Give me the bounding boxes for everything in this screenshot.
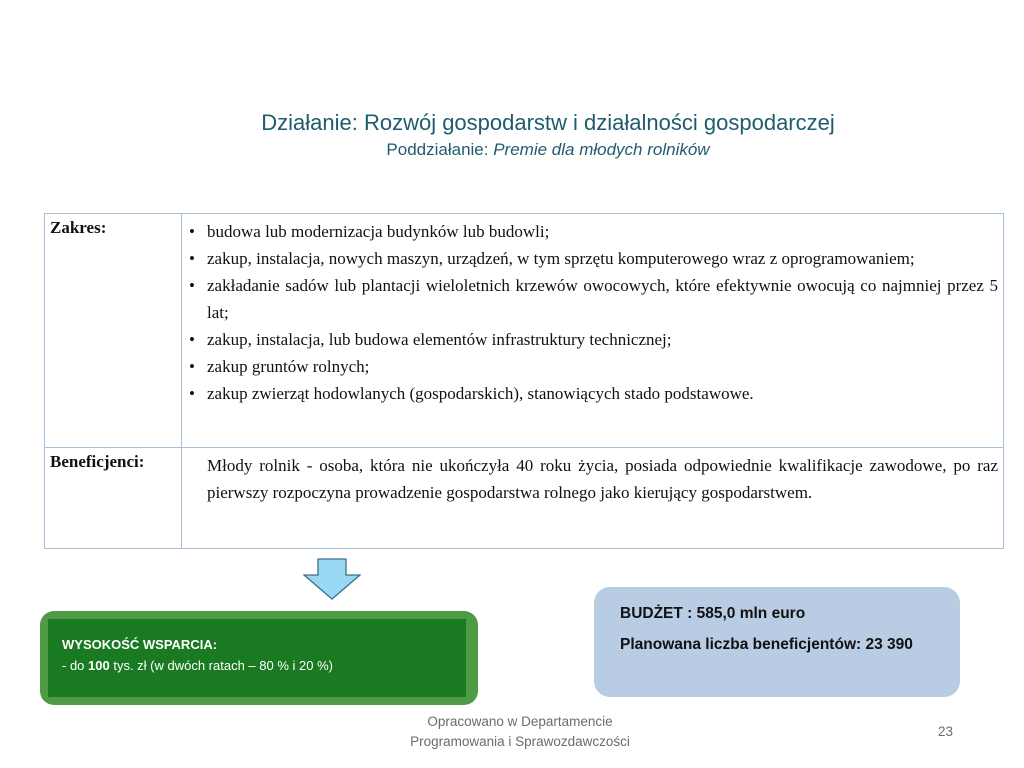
support-text: [62, 658, 466, 673]
info-table: [44, 213, 1004, 549]
table-row-scope: [45, 214, 1004, 448]
scope-cell: [182, 214, 1004, 448]
scope-label: Zakres:: [45, 214, 182, 448]
support-text-suffix: tys. zł (w dwóch ratach – 80 % i 20 %): [109, 658, 333, 673]
scope-item: • zakup gruntów rolnych;: [187, 353, 998, 380]
budget-box: [594, 587, 960, 697]
scope-item: • zakup, instalacja, nowych maszyn, urządzeń, w tym sprzętu komputerowego wraz z oprogramowaniem;: [187, 245, 998, 272]
support-text-prefix: - do: [62, 658, 89, 673]
scope-item: • zakup zwierząt hodowlanych (gospodarskich), stanowiących stado podstawowe.: [187, 380, 998, 407]
page-number: 23: [938, 724, 954, 739]
beneficiaries-label: Beneficjenci:: [45, 448, 182, 549]
footer-line-1: Opracowano w Departamencie: [427, 714, 613, 729]
support-amount: 100: [88, 658, 110, 673]
subtitle-prefix: Poddziałanie:: [386, 140, 494, 159]
beneficiaries-cell: [182, 448, 1004, 549]
support-title: WYSOKOŚĆ WSPARCIA:: [62, 637, 218, 652]
footer-line-2: Programowania i Sprawozdawczości: [410, 734, 630, 749]
subtitle-italic: Premie dla młodych rolników: [493, 140, 710, 159]
scope-item: • zakup, instalacja, lub budowa elementów infrastruktury technicznej;: [187, 326, 998, 353]
planned-beneficiaries: Planowana liczba beneficjentów: 23 390: [620, 636, 913, 653]
slide-subtitle: [0, 138, 1024, 162]
scope-item: • budowa lub modernizacja budynków lub budowli;: [187, 218, 998, 245]
slide-title: Działanie: Rozwój gospodarstw i działalności gospodarczej: [261, 110, 835, 135]
support-amount-inner: [48, 619, 466, 697]
table-row-beneficiaries: [45, 448, 1004, 549]
beneficiaries-text: Młody rolnik - osoba, która nie ukończyła 40 roku życia, posiada odpowiednie kwalifikacje zawodowe, po raz pierwszy rozpoczyna prowadzenie gospodarstwa rolnego jako kierujący gospodarstwem.: [207, 456, 998, 502]
budget-amount: BUDŻET : 585,0 mln euro: [620, 605, 806, 622]
footer-credit: [360, 712, 680, 752]
support-amount-box: [40, 611, 478, 705]
scope-item: • zakładanie sadów lub plantacji wieloletnich krzewów owocowych, które efektywnie owocują co najmniej przez 5 lat;: [187, 272, 998, 326]
scope-list: [187, 218, 998, 407]
slide-header: [0, 108, 1024, 162]
down-arrow-icon: [303, 558, 361, 600]
